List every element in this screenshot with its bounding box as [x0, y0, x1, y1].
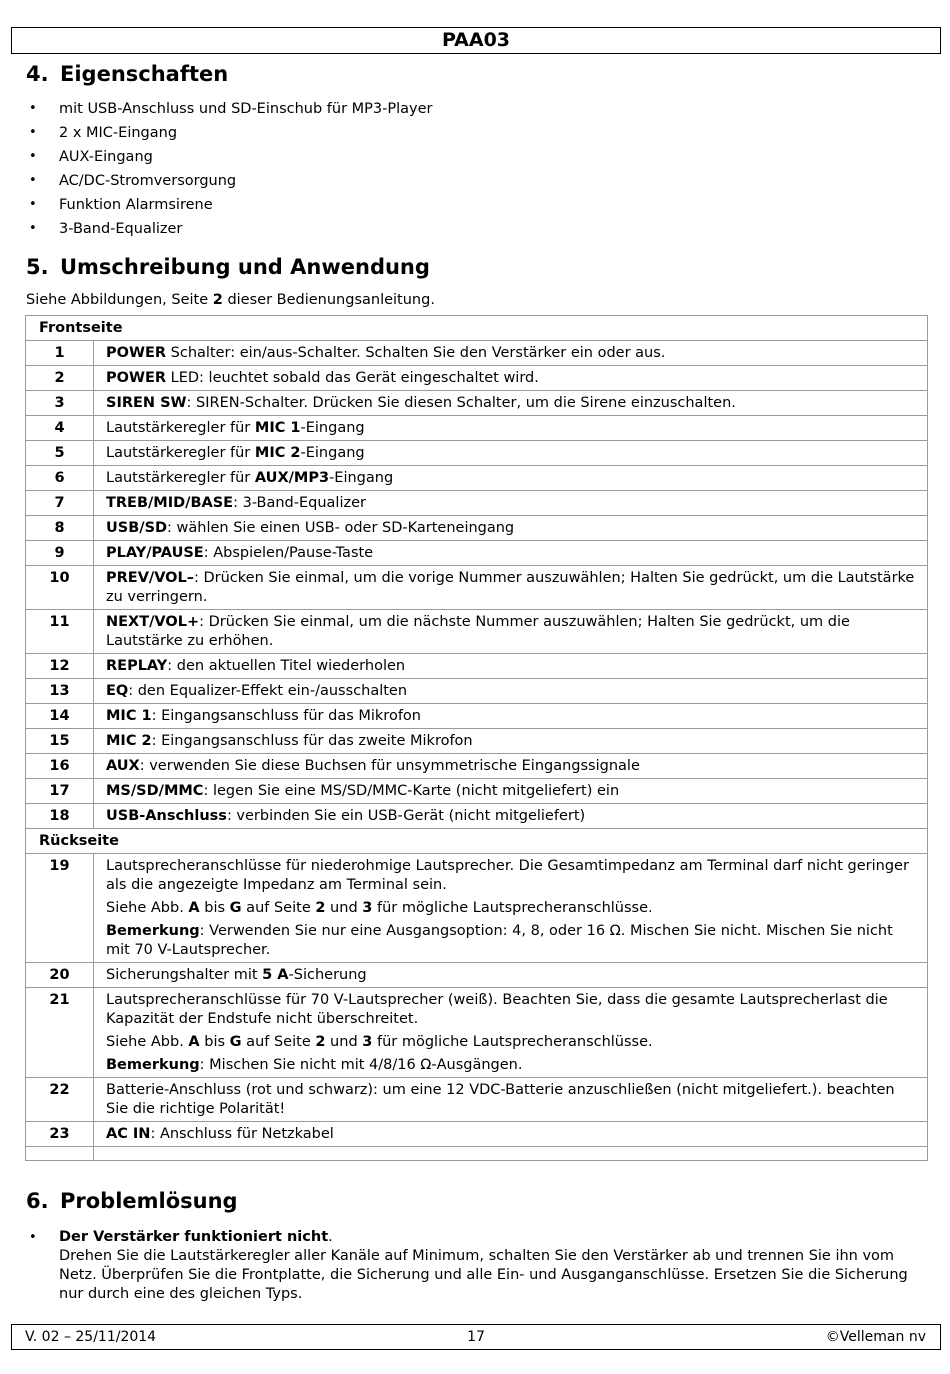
see-f: für mögliche Lautsprecheranschlüsse.	[372, 900, 653, 916]
row-number: 23	[26, 1122, 94, 1147]
row-description	[94, 654, 928, 679]
table-row	[26, 729, 928, 754]
row-see-text	[106, 1033, 919, 1052]
table-row	[26, 963, 928, 988]
note-label: Bemerkung	[106, 1057, 200, 1073]
row-bold: PLAY/PAUSE	[106, 545, 204, 561]
row-text: Lautsprecheranschlüsse für 70 V-Lautsprecher (weiß). Beachten Sie, dass die gesamte Lautsprecherlast die Kapazität der Endstufe nicht überschreitet.	[106, 992, 888, 1027]
row-description	[94, 704, 928, 729]
row-number: 10	[26, 566, 94, 610]
row-description	[94, 541, 928, 566]
see-c: bis	[199, 900, 230, 916]
table-section-row	[26, 829, 928, 854]
see-c: bis	[199, 1034, 230, 1050]
row-number: 7	[26, 491, 94, 516]
row-description	[94, 366, 928, 391]
see-b1: A	[188, 1034, 200, 1050]
table-row	[26, 988, 928, 1078]
row-number: 20	[26, 963, 94, 988]
row-text: : Abspielen/Pause-Taste	[203, 545, 374, 561]
row-number: 6	[26, 466, 94, 491]
row-number: 15	[26, 729, 94, 754]
section-6-heading	[26, 1188, 238, 1214]
footer-copyright: ©Velleman nv	[825, 1329, 926, 1345]
row-bold: SIREN SW	[106, 395, 187, 411]
trouble-text: Drehen Sie die Lautstärkeregler aller Kanäle auf Minimum, schalten Sie den Verstärker ab und trennen Sie ihn vom Netz. Überprüfen Sie die Frontplatte, die Sicherung und alle Ein- und Ausganganschlüsse. Ersetzen Sie die Sicherung nur durch eine des gleichen Typs.	[59, 1248, 908, 1302]
row-bold: MIC 2	[254, 445, 301, 461]
row-number: 14	[26, 704, 94, 729]
row-text: : legen Sie eine MS/SD/MMC-Karte (nicht mitgeliefert) ein	[203, 783, 620, 799]
section-title: Eigenschaften	[60, 62, 229, 86]
row-bold: MIC 1	[106, 708, 152, 724]
row-description	[94, 441, 928, 466]
section-5-heading	[26, 254, 430, 280]
row-bold: AUX/MP3	[254, 470, 330, 486]
description-table	[25, 315, 928, 1161]
section-4-heading	[26, 61, 228, 87]
see-d: auf Seite	[241, 900, 316, 916]
row-note	[106, 922, 919, 960]
row-prefix: Lautstärkeregler für	[106, 420, 255, 436]
features-list	[26, 99, 432, 243]
table-row	[26, 466, 928, 491]
row-description	[94, 988, 928, 1078]
see-b2: G	[229, 900, 242, 916]
trouble-title: Der Verstärker funktioniert nicht	[59, 1229, 329, 1245]
see-b3: 2	[315, 900, 326, 916]
table-row	[26, 779, 928, 804]
row-text: -Eingang	[329, 470, 394, 486]
table-row	[26, 854, 928, 963]
row-bold: MIC 1	[254, 420, 301, 436]
row-text: : verwenden Sie diese Buchsen für unsymmetrische Eingangssignale	[139, 758, 640, 774]
note-text: : Verwenden Sie nur eine Ausgangsoption: 4, 8, oder 16 Ω. Mischen Sie nicht. Mischen Sie nicht mit 70 V-Lautsprecher.	[106, 923, 893, 958]
row-bold: NEXT/VOL+	[106, 614, 200, 630]
list-item: • AC/DC-Stromversorgung	[26, 171, 432, 195]
list-item: • Funktion Alarmsirene	[26, 195, 432, 219]
row-bold: AC IN	[106, 1126, 151, 1142]
row-number: 11	[26, 610, 94, 654]
row-bold: TREB/MID/BASE	[106, 495, 234, 511]
note-text: : Mischen Sie nicht mit 4/8/16 Ω-Ausgängen.	[199, 1057, 523, 1073]
row-description	[94, 610, 928, 654]
table-row	[26, 541, 928, 566]
row-number: 9	[26, 541, 94, 566]
table-row	[26, 516, 928, 541]
troubleshooting-item	[26, 1228, 916, 1304]
bullet-icon: •	[29, 1230, 37, 1245]
row-number: 1	[26, 341, 94, 366]
intro-before: Siehe Abbildungen, Seite	[26, 292, 213, 308]
row-text: -Eingang	[300, 420, 365, 436]
row-text: : Eingangsanschluss für das Mikrofon	[151, 708, 421, 724]
row-bold: PREV/VOL–	[106, 570, 194, 586]
table-row	[26, 654, 928, 679]
table-row	[26, 341, 928, 366]
row-text: : verbinden Sie ein USB-Gerät (nicht mitgeliefert)	[226, 808, 586, 824]
row-number: 16	[26, 754, 94, 779]
row-note	[106, 1056, 919, 1075]
table-row	[26, 679, 928, 704]
table-row	[26, 391, 928, 416]
row-text: : Eingangsanschluss für das zweite Mikrofon	[151, 733, 473, 749]
row-bold: MS/SD/MMC	[106, 783, 204, 799]
row-prefix: Lautstärkeregler für	[106, 470, 255, 486]
row-description	[94, 804, 928, 829]
trouble-heading	[59, 1228, 916, 1247]
row-text: : SIREN-Schalter. Drücken Sie diesen Schalter, um die Sirene einzuschalten.	[186, 395, 736, 411]
table-trailing-row	[26, 1147, 928, 1161]
row-description	[94, 516, 928, 541]
page-header	[11, 27, 941, 54]
row-prefix: Sicherungshalter mit	[106, 967, 263, 983]
table-row	[26, 491, 928, 516]
row-description: Batterie-Anschluss (rot und schwarz): um eine 12 VDC-Batterie anzuschließen (nicht mitgeliefert.). beachten Sie die richtige Polarität!	[94, 1078, 928, 1122]
row-bold: EQ	[106, 683, 129, 699]
see-b3: 2	[315, 1034, 326, 1050]
table-row	[26, 366, 928, 391]
row-description	[94, 466, 928, 491]
row-number: 17	[26, 779, 94, 804]
row-see-text	[106, 899, 919, 918]
row-bold: USB/SD	[106, 520, 168, 536]
trailing-cell	[26, 1147, 94, 1161]
footer-page-number: 17	[467, 1329, 485, 1345]
row-bold: POWER	[106, 370, 167, 386]
row-text: : wählen Sie einen USB- oder SD-Karteneingang	[167, 520, 515, 536]
see-a: Siehe Abb.	[106, 1034, 189, 1050]
section-number: 5.	[26, 255, 49, 279]
see-a: Siehe Abb.	[106, 900, 189, 916]
table-row	[26, 441, 928, 466]
row-text: : den aktuellen Titel wiederholen	[167, 658, 406, 674]
row-text: : Drücken Sie einmal, um die nächste Nummer auszuwählen; Halten Sie gedrückt, um die Lautstärke zu erhöhen.	[106, 614, 850, 649]
row-text: : den Equalizer-Effekt ein-/ausschalten	[128, 683, 408, 699]
table-row	[26, 416, 928, 441]
see-b1: A	[188, 900, 200, 916]
row-description	[94, 491, 928, 516]
row-text: -Eingang	[300, 445, 365, 461]
row-description	[94, 729, 928, 754]
row-description	[94, 341, 928, 366]
intro-page: 2	[212, 292, 223, 308]
row-text: : Drücken Sie einmal, um die vorige Nummer auszuwählen; Halten Sie gedrückt, um die Lautstärke zu verringern.	[106, 570, 915, 605]
row-number: 21	[26, 988, 94, 1078]
row-text: LED: leuchtet sobald das Gerät eingeschaltet wird.	[166, 370, 539, 386]
row-description	[94, 416, 928, 441]
row-text: Schalter: ein/aus-Schalter. Schalten Sie den Verstärker ein oder aus.	[166, 345, 666, 361]
see-b4: 3	[362, 1034, 373, 1050]
table-section-row	[26, 316, 928, 341]
list-item: • mit USB-Anschluss und SD-Einschub für MP3-Player	[26, 99, 432, 123]
row-number: 12	[26, 654, 94, 679]
row-prefix: Lautstärkeregler für	[106, 445, 255, 461]
row-bold: USB-Anschluss	[106, 808, 227, 824]
row-number: 13	[26, 679, 94, 704]
trailing-cell	[94, 1147, 928, 1161]
list-item: • AUX-Eingang	[26, 147, 432, 171]
see-d: auf Seite	[241, 1034, 316, 1050]
row-description	[94, 566, 928, 610]
section-title: Problemlösung	[60, 1189, 238, 1213]
row-text: -Sicherung	[288, 967, 367, 983]
row-bold: AUX	[106, 758, 140, 774]
row-number: 2	[26, 366, 94, 391]
table-row	[26, 754, 928, 779]
row-description	[94, 854, 928, 963]
row-description	[94, 679, 928, 704]
table-row	[26, 804, 928, 829]
row-number: 5	[26, 441, 94, 466]
row-number: 18	[26, 804, 94, 829]
table-row	[26, 704, 928, 729]
trouble-title-end: .	[328, 1229, 333, 1245]
list-item: • 3-Band-Equalizer	[26, 219, 432, 243]
table-row	[26, 1078, 928, 1122]
row-description	[94, 1122, 928, 1147]
row-text: : Anschluss für Netzkabel	[150, 1126, 334, 1142]
see-e: und	[325, 1034, 363, 1050]
front-label: Frontseite	[26, 316, 928, 341]
note-label: Bemerkung	[106, 923, 200, 939]
see-e: und	[325, 900, 363, 916]
intro-text	[26, 291, 435, 310]
row-bold: MIC 2	[106, 733, 152, 749]
row-description	[94, 963, 928, 988]
list-item: • 2 x MIC-Eingang	[26, 123, 432, 147]
table-row	[26, 566, 928, 610]
row-number: 4	[26, 416, 94, 441]
row-description	[94, 779, 928, 804]
page-footer	[11, 1324, 941, 1350]
back-label: Rückseite	[26, 829, 928, 854]
section-title: Umschreibung und Anwendung	[60, 255, 430, 279]
table-row	[26, 610, 928, 654]
row-bold: 5 A	[262, 967, 289, 983]
see-f: für mögliche Lautsprecheranschlüsse.	[372, 1034, 653, 1050]
table-row	[26, 1122, 928, 1147]
footer-version: V. 02 – 25/11/2014	[25, 1329, 157, 1345]
row-bold: REPLAY	[106, 658, 168, 674]
row-number: 8	[26, 516, 94, 541]
section-number: 6.	[26, 1189, 49, 1213]
model-code: PAA03	[441, 29, 511, 51]
row-text: Lautsprecheranschlüsse für niederohmige Lautsprecher. Die Gesamtimpedanz am Terminal darf nicht geringer als die angezeigte Impedanz am Terminal sein.	[106, 858, 909, 893]
section-number: 4.	[26, 62, 49, 86]
row-number: 3	[26, 391, 94, 416]
row-bold: POWER	[106, 345, 167, 361]
row-description	[94, 391, 928, 416]
intro-after: dieser Bedienungsanleitung.	[222, 292, 435, 308]
see-b2: G	[229, 1034, 242, 1050]
see-b4: 3	[362, 900, 373, 916]
row-description	[94, 754, 928, 779]
row-number: 22	[26, 1078, 94, 1122]
row-text: : 3-Band-Equalizer	[233, 495, 366, 511]
row-number: 19	[26, 854, 94, 963]
